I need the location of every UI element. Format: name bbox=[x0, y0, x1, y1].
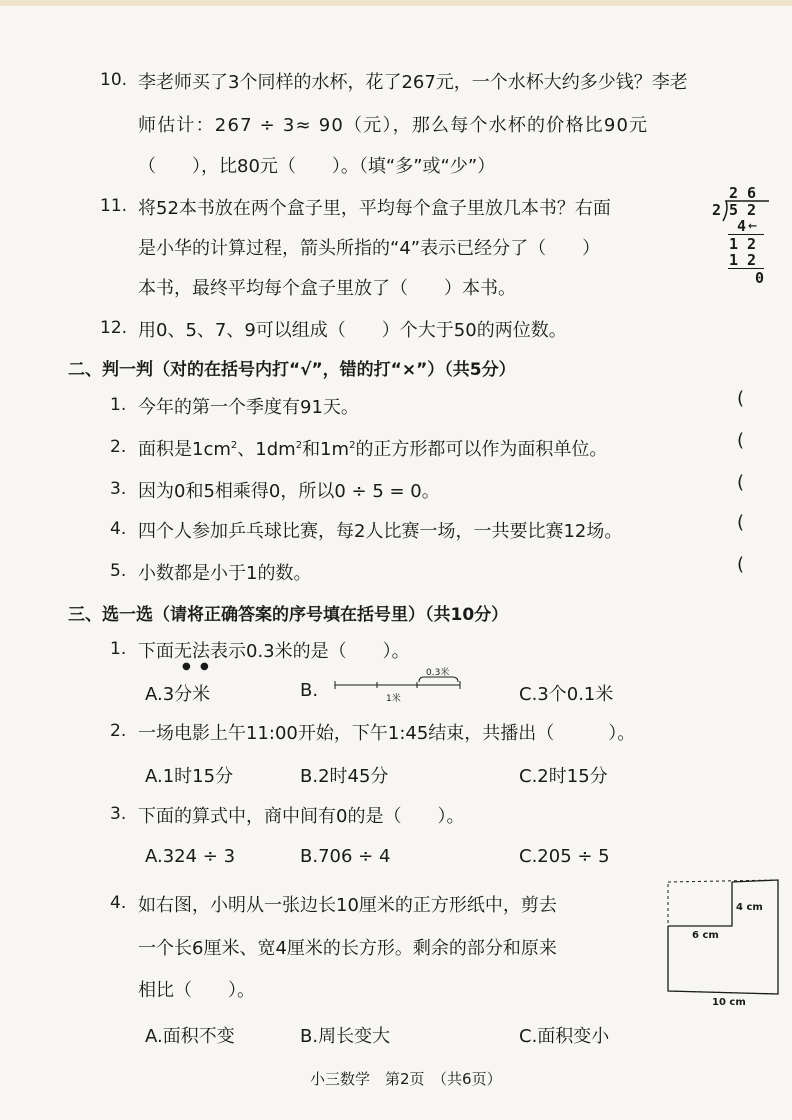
choice-q2-text: 一场电影上午11:00开始，下午1:45结束，共播出（ ）。 bbox=[138, 723, 636, 744]
fig-label-10cm: 10 cm bbox=[712, 997, 746, 1008]
choice-q3-option-b: B.706 ÷ 4 bbox=[300, 846, 391, 867]
choice-q4-number: 4. bbox=[110, 893, 127, 913]
judge-item-paren: ( bbox=[737, 554, 745, 575]
page-footer: 小三数学 第2页 （共6页） bbox=[310, 1070, 502, 1088]
choice-q1-text: 下面无法 ● ● 表示0.3米的是（ ）。 bbox=[138, 641, 410, 672]
division-quotient: 2 6 bbox=[729, 184, 757, 202]
judge-item-1-text: 今年的第一个季度有91天。 bbox=[138, 397, 359, 418]
choice-q4-option-b: B.周长变大 bbox=[300, 1026, 391, 1047]
judge-item-3-text: 因为0和5相乘得0，所以0 ÷ 5 = 0。 bbox=[138, 481, 440, 502]
judge-item-paren: ( bbox=[737, 430, 745, 451]
choice-q2-number: 2. bbox=[110, 721, 127, 741]
judge-item-2-text: 面积是$1cm^2$、$1dm^2$和$1m^2$的正方形都可以作为面积单位。 bbox=[138, 439, 608, 460]
q10-line3: （ ），比80元（ ）。（填“多”或“少”） bbox=[138, 156, 496, 177]
choice-q3-number: 3. bbox=[110, 804, 127, 824]
judge-item-paren: ( bbox=[737, 512, 745, 533]
choice-q2-option-a: A.1时15分 bbox=[145, 766, 234, 787]
judge-item-number: 4. bbox=[110, 519, 127, 539]
choice-q4-line1: 如右图，小明从一张边长10厘米的正方形纸中，剪去 bbox=[138, 895, 557, 916]
q12-text: 用0、5、7、9可以组成（ ）个大于50的两位数。 bbox=[138, 320, 567, 341]
choice-q1-number: 1. bbox=[110, 639, 127, 659]
q10-line1: 李老师买了3个同样的水杯，花了267元，一个水杯大约多少钱？李老 bbox=[138, 72, 688, 93]
division-divisor: 2 bbox=[712, 201, 722, 219]
choice-q4-line3: 相比（ ）。 bbox=[138, 980, 255, 1001]
q10-line2: 师估计：267 ÷ 3≈ 90（元），那么每个水杯的价格比90元 bbox=[138, 115, 649, 136]
long-division-figure bbox=[712, 184, 782, 287]
choice-q4-line2: 一个长6厘米、宽4厘米的长方形。剩余的部分和原来 bbox=[138, 938, 557, 959]
choice-q2-option-b: B.2时45分 bbox=[300, 766, 389, 787]
judge-item-number: 1. bbox=[110, 395, 127, 415]
q10-number: 10. bbox=[100, 70, 128, 90]
choice-q4-option-a: A.面积不变 bbox=[145, 1026, 235, 1047]
choice-q1-option-a: A.3分米 bbox=[145, 684, 211, 705]
choice-q1-option-c: C.3个0.1米 bbox=[519, 684, 614, 705]
judge-item-4-text: 四个人参加乒乓球比赛，每2人比赛一场，一共要比赛12场。 bbox=[138, 521, 623, 542]
q11-line3: 本书，最终平均每个盒子里放了（ ）本书。 bbox=[138, 278, 516, 299]
choice-q3-option-a: A.324 ÷ 3 bbox=[145, 846, 236, 867]
section2-title: 二、判一判（对的在括号内打“√”，错的打“×”）（共5分） bbox=[68, 360, 516, 380]
choice-q4-option-c: C.面积变小 bbox=[519, 1026, 610, 1047]
ruler-figure bbox=[332, 664, 466, 704]
judge-item-paren: ( bbox=[737, 388, 745, 409]
judge-item-number: 5. bbox=[110, 561, 127, 581]
judge-item-number: 2. bbox=[110, 437, 127, 457]
judge-item-5-text: 小数都是小于1的数。 bbox=[138, 563, 312, 584]
arrow-icon: ← bbox=[748, 216, 758, 234]
choice-q3-text: 下面的算式中，商中间有0的是（ ）。 bbox=[138, 806, 465, 827]
division-remainder: 0 bbox=[755, 269, 765, 287]
square-paper-figure bbox=[660, 874, 786, 1008]
q11-line2: 是小华的计算过程，箭头所指的“4”表示已经分了（ ） bbox=[138, 238, 601, 259]
emphasis-text: 无法 ● ● bbox=[174, 641, 210, 672]
choice-q3-option-c: C.205 ÷ 5 bbox=[519, 846, 610, 867]
ruler-label-bottom: 1米 bbox=[386, 694, 401, 704]
ruler-label-top: 0.3米 bbox=[426, 668, 450, 678]
top-strip bbox=[0, 0, 792, 6]
division-step3: 1 2 bbox=[729, 251, 757, 269]
q12-number: 12. bbox=[100, 318, 128, 338]
fig-label-6cm: 6 cm bbox=[692, 930, 719, 941]
division-step2: 1 2 bbox=[729, 235, 757, 253]
q11-number: 11. bbox=[100, 196, 128, 216]
choice-q2-option-c: C.2时15分 bbox=[519, 766, 608, 787]
division-step1: 4 bbox=[737, 217, 747, 235]
judge-item-paren: ( bbox=[737, 472, 745, 493]
section3-title: 三、选一选（请将正确答案的序号填在括号里）（共10分） bbox=[68, 605, 509, 625]
q11-line1: 将52本书放在两个盒子里，平均每个盒子里放几本书？右面 bbox=[138, 198, 611, 219]
fig-label-4cm: 4 cm bbox=[736, 902, 763, 913]
division-dividend: 5 2 bbox=[729, 201, 757, 219]
choice-q1-option-b: B. bbox=[300, 680, 319, 701]
judge-item-number: 3. bbox=[110, 479, 127, 499]
